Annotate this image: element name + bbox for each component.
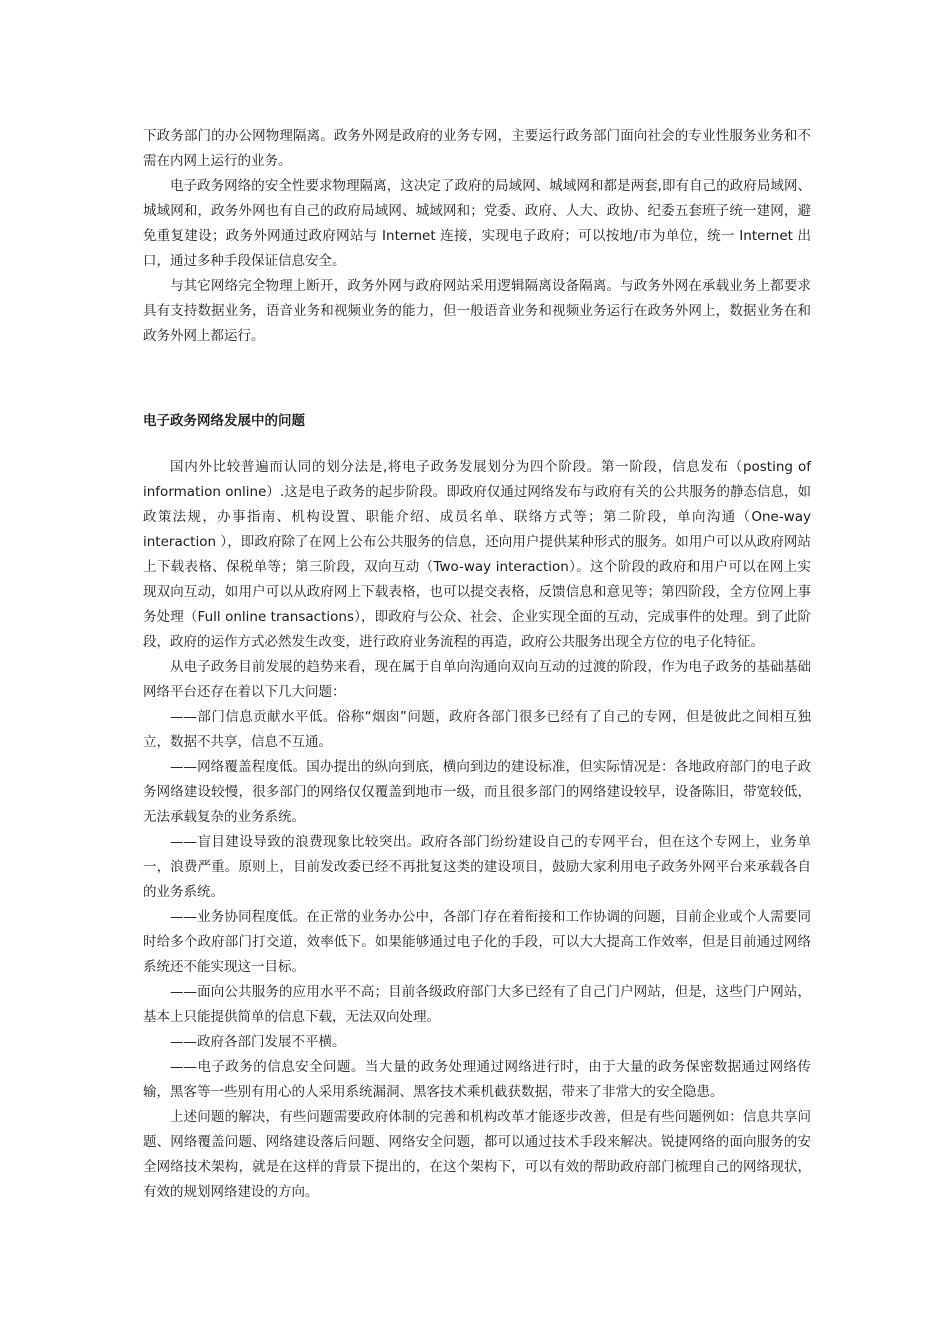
paragraph: 国内外比较普遍而认同的划分法是,将电子政务发展划分为四个阶段。第一阶段，信息发布（posting of information online）.这是电子政务的起步阶段。即政府仅通过网络发布与政府有关的公共服务的静态信息，如政策法规，办事指南、机构设置、职能介绍、成员名单、联络方式等；第二阶段，单向沟通（One-way interaction ），即政府除了在网上公布公共服务的信息，还向用户提供某种形式的服务。如用户可以从政府网站上下载表格、保税单等；第三阶段，双向互动（Two-way interaction）。这个阶段的政府和用户可以在网上实现双向互动，如用户可以从政府网上下载表格，也可以提交表格，反馈信息和意见等；第四阶段，全方位网上事务处理（Full online transactions），即政府与公众、社会、企业实现全面的互动，完成事件的处理。到了此阶段，政府的运作方式必然发生改变，进行政府业务流程的再造，政府公共服务出现全方位的电子化特征。 xyxy=(143,459,811,650)
list-item-problem: ——业务协同程度低。在正常的业务办公中，各部门存在着衔接和工作协调的问题，目前企业或个人需要同时给多个政府部门打交道，效率低下。如果能够通过电子化的手段，可以大大提高工作效率，但是目前通过网络系统还不能实现这一目标。 xyxy=(143,909,811,975)
paragraph: 从电子政务目前发展的趋势来看，现在属于自单向沟通向双向互动的过渡的阶段，作为电子政务的基础基础网络平台还存在着以下几大问题： xyxy=(143,659,811,700)
section-heading: 电子政务网络发展中的问题 xyxy=(143,413,305,429)
list-item-problem: ——政府各部门发展不平横。 xyxy=(170,1034,346,1050)
list-item-problem: ——网络覆盖程度低。国办提出的纵向到底，横向到边的建设标准，但实际情况是：各地政府部门的电子政务网络建设较慢，很多部门的网络仅仅覆盖到地市一级，而且很多部门的网络建设较早，设备陈旧，带宽较低，无法承载复杂的业务系统。 xyxy=(143,759,811,825)
paragraph: 下政务部门的办公网物理隔离。政务外网是政府的业务专网，主要运行政务部门面向社会的专业性服务业务和不需在内网上运行的业务。 xyxy=(143,128,811,169)
document-body xyxy=(143,124,811,1205)
list-item-problem: ——部门信息贡献水平低。俗称“烟囱”问题，政府各部门很多已经有了自己的专网，但是彼此之间相互独立，数据不共享，信息不互通。 xyxy=(143,709,811,750)
list-item-problem: ——电子政务的信息安全问题。当大量的政务处理通过网络进行时，由于大量的政务保密数据通过网络传输，黑客等一些别有用心的人采用系统漏洞、黑客技术乘机截获数据，带来了非常大的安全隐患。 xyxy=(143,1059,811,1100)
paragraph: 电子政务网络的安全性要求物理隔离，这决定了政府的局域网、城域网和都是两套,即有自己的政府局域网、城域网和，政务外网也有自己的政府局域网、城域网和；党委、政府、人大、政协、纪委五套班子统一建网，避免重复建设；政务外网通过政府网站与 Internet 连接，实现电子政府；可以按地/市为单位，统一 Internet 出口，通过多种手段保证信息安全。 xyxy=(143,178,811,269)
list-item-problem: ——盲目建设导致的浪费现象比较突出。政府各部门纷纷建设自己的专网平台，但在这个专网上，业务单一，浪费严重。原则上，目前发改委已经不再批复这类的建设项目，鼓励大家利用电子政务外网平台来承载各自的业务系统。 xyxy=(143,834,811,900)
paragraph: 上述问题的解决，有些问题需要政府体制的完善和机构改革才能逐步改善，但是有些问题例如：信息共享问题、网络覆盖问题、网络建设落后问题、网络安全问题，都可以通过技术手段来解决。锐捷网络的面向服务的安全网络技术架构，就是在这样的背景下提出的，在这个架构下，可以有效的帮助政府部门梳理自己的网络现状，有效的规划网络建设的方向。 xyxy=(143,1109,811,1200)
paragraph: 与其它网络完全物理上断开，政务外网与政府网站采用逻辑隔离设备隔离。与政务外网在承载业务上都要求具有支持数据业务，语音业务和视频业务的能力，但一般语音业务和视频业务运行在政务外网上，数据业务在和政务外网上都运行。 xyxy=(143,278,811,344)
list-item-problem: ——面向公共服务的应用水平不高；目前各级政府部门大多已经有了自己门户网站，但是，这些门户网站，基本上只能提供简单的信息下载，无法双向处理。 xyxy=(143,984,811,1025)
